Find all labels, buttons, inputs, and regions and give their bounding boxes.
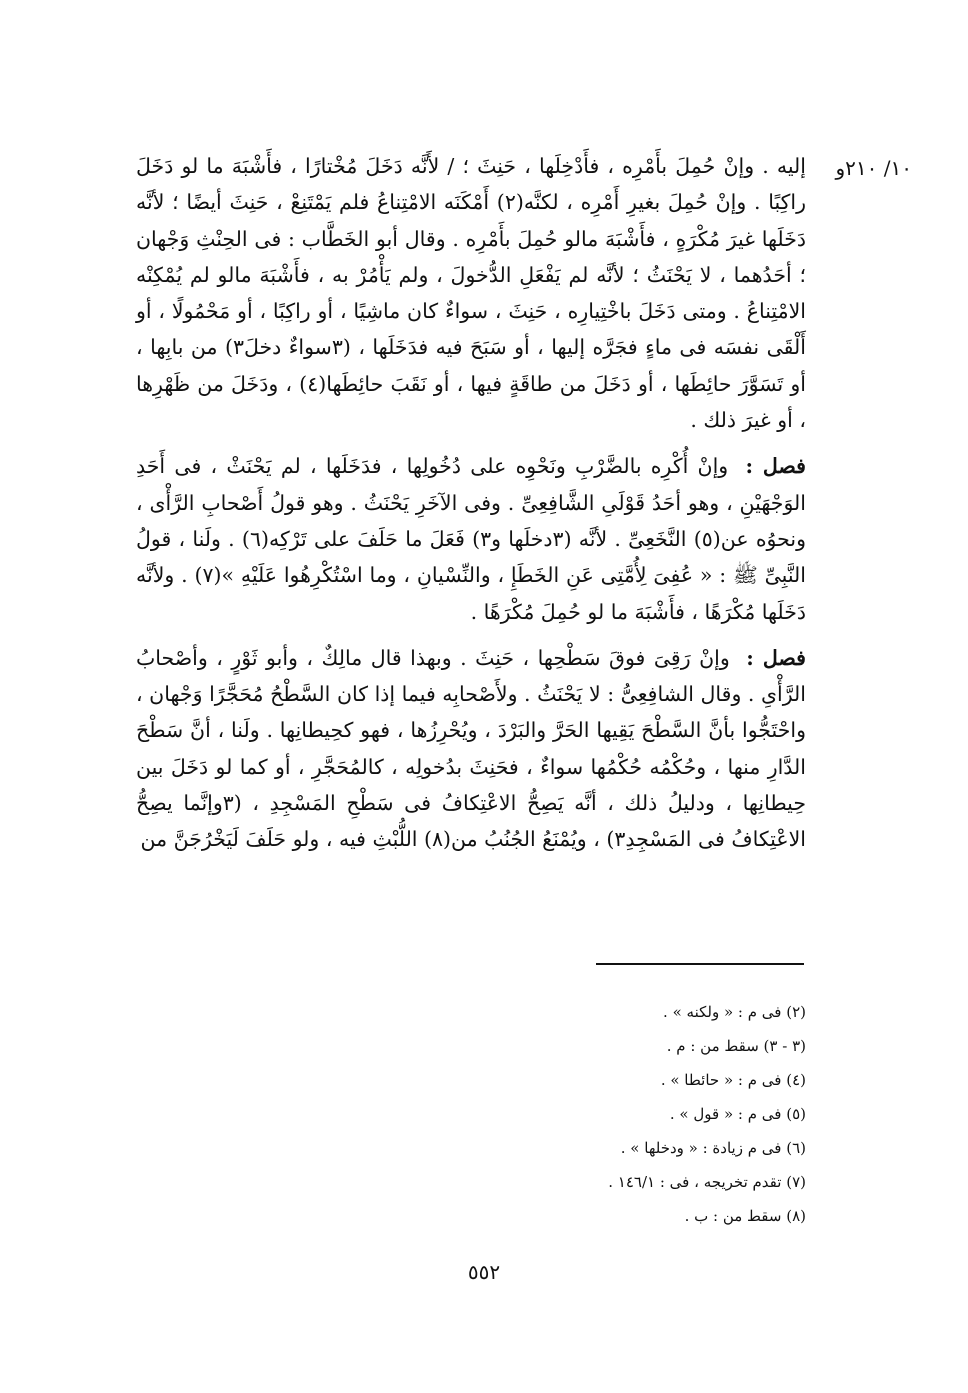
footnote: (٢) فى م : « ولكنه » . bbox=[663, 1003, 806, 1021]
paragraph-2-text: وإنْ أُكْرِه بالضَّرْبِ ونَحْوِه على دُخُولِها ، فدَخَلَها ، لم يَحْنَثْ ، فى أَحَدِ الوَجْهَيْنِ ، وهو أحَدُ قَوْلَىِ الشَّافِعِىِّ . وفى الآخَرِ يَحْنَثُ . وهو قولُ أَصْحابِ الرَّأْى ، ونحوُه عن(٥) النَّخَعِىِّ . لأنَّه (٣دخلَها و٣) فَعَلَ ما حَلَفَ على تَرْكِه(٦) . ولَنا ، قولُ النَّبِىِّ ﷺ : « عُفِىَ لِأُمَّتِى عَنِ الخَطَإِ ، والنِّسْيانِ ، وما اسْتُكْرِهُوا عَلَيْهِ »(٧) . ولأنَّه دَخَلَها مُكْرَهًا ، فأَشْبَهَ ما لو حُمِلَ مُكْرَهًا . bbox=[136, 454, 806, 624]
footnote: (٣ - ٣) سقط من : م . bbox=[666, 1037, 806, 1055]
footnote: (٥) فى م : « قول » . bbox=[669, 1105, 806, 1123]
margin-reference: ١٠/ ٢١٠و bbox=[835, 156, 912, 180]
footnote: (٦) فى م زيادة : « ودخلها » . bbox=[620, 1139, 806, 1157]
section-heading: فصل : bbox=[745, 454, 806, 479]
paragraph-1 bbox=[136, 148, 806, 438]
paragraph-1-text: إليه . وإنْ حُمِلَ بأَمْرِه ، فأَدْخِلَها ، حَنِثَ ؛ / لأَنَّه دَخَلَ مُخْتارًا ، فأَشْبَهَ ما لو دَخَلَ راكِبًا . وإنْ حُمِلَ بغيرِ أَمْرِه ، لكنَّه(٢) أَمْكَنَه الامْتِناعُ فلم يَمْتَنِعْ ، حَنِثَ أيضًا ؛ لأنَّه دَخَلَها غيرَ مُكْرَهٍ ، فأَشْبَهَ مالو حُمِلَ بأَمْرِه . وقال أبو الخَطَّاب : فى الحِنْثِ وَجْهان ؛ أحَدُهما ، لا يَحْنَثُ ؛ لأنَّه لم يَفْعَلِ الدُّخولَ ، ولم يَأْمُرْ به ، فأَشْبَهَ مالو لم يُمْكِنْه الامْتِناعُ . ومتى دَخَلَ باخْتِيارِه ، حَنِثَ ، سواءٌ كان ماشِيًا ، أو راكِبًا ، أو مَحْمُولًا ، أو أَلْقَى نفسَه فى ماءٍ فجَرَّه إليها ، أو سَبَحَ فيه فدَخَلَها ، (٣سواءٌ دخلَ٣) من بابِها ، أو تَسَوَّرَ حائِطَها ، أو دَخَلَ من طاقَةٍ فيها ، أو نَقَبَ حائِطَها(٤) ، ودَخَلَ من ظَهْرِها ، أو غيرَ ذلك . bbox=[136, 154, 806, 433]
main-text bbox=[136, 148, 806, 858]
page-number: ٥٥٢ bbox=[467, 1260, 501, 1284]
footnote-separator bbox=[596, 963, 804, 965]
section-heading: فصل : bbox=[746, 645, 806, 670]
footnote: (٧) تقدم تخريجه ، فى : ١٤٦/١ . bbox=[608, 1173, 806, 1191]
paragraph-3-text: وإنْ رَقِىَ فوقَ سَطْحِها ، حَنِثَ . وبهذا قال مالِكٌ ، وأبو ثَوْرٍ ، وأصْحابُ الرَّأْىِ . وقال الشافِعِىُّ : لا يَحْنَثُ . ولأَصْحابِه فيما إذا كان السَّطْحُ مُحَجَّرًا وَجْهان ، واحْتَجُّوا بأنَّ السَّطْحَ يَقِيها الحَرَّ والبَرْدَ ، ويُحْرِزُها ، فهو كحِيطانِها . ولَنا ، أنَّ سَطْحَ الدَّارِ منها ، وحُكْمُه حُكْمُها سواءٌ ، فحَنِثَ بدُخولِه ، كالمُحَجَّرِ ، أو كما لو دَخَلَ بين حِيطانِها ، ودليلُ ذلك ، أنَّه يَصِحُّ الاعْتِكافُ فى سَطْحِ المَسْجِدِ ، (٣وإنَّما يصِحُّ الاعْتِكافُ فى المَسْجِدِ٣) ، ويُمْنَعُ الجُنُبُ من(٨) اللُّبْثِ فيه ، ولو حَلَفَ لَيَخْرُجَنَّ من bbox=[136, 645, 806, 852]
paragraph-3 bbox=[136, 640, 806, 858]
paragraph-2 bbox=[136, 448, 806, 629]
footnotes bbox=[560, 995, 806, 1233]
footnote: (٤) فى م : « حائطا » . bbox=[660, 1071, 806, 1089]
footnote: (٨) سقط من : ب . bbox=[684, 1207, 806, 1225]
